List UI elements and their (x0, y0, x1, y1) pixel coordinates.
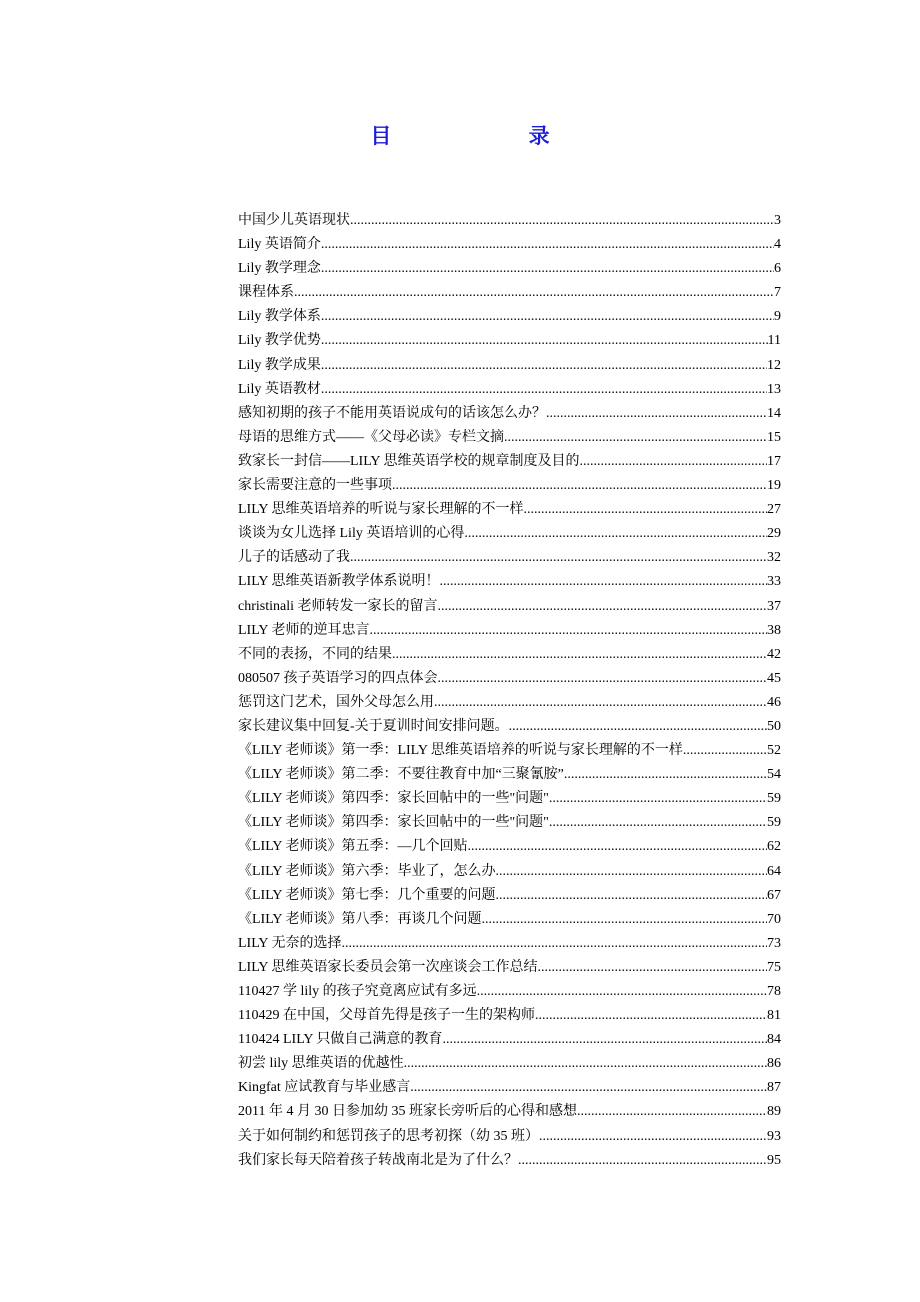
toc-entry-title: 不同的表扬，不同的结果 (238, 646, 392, 662)
toc-entry[interactable] (238, 281, 781, 305)
toc-entry-page: 15 (767, 429, 781, 445)
toc-entry[interactable] (238, 667, 781, 691)
toc-entry[interactable] (238, 595, 781, 619)
toc-entry[interactable] (238, 643, 781, 667)
toc-entry[interactable] (238, 835, 781, 859)
toc-entry[interactable] (238, 329, 781, 353)
toc-entry-title: Lily 教学理念 (238, 261, 321, 277)
toc-dot-leader (537, 956, 767, 980)
toc-entry-title: 《LILY 老师谈》第一季：LILY 思维英语培养的听说与家长理解的不一样 (238, 743, 683, 759)
toc-entry[interactable] (238, 715, 781, 739)
toc-dot-leader (438, 595, 768, 619)
toc-entry[interactable] (238, 1125, 781, 1149)
toc-entry-title: Kingfat 应试教育与毕业感言 (238, 1080, 411, 1096)
toc-entry[interactable] (238, 570, 781, 594)
toc-entry[interactable] (238, 811, 781, 835)
toc-dot-leader (495, 884, 767, 908)
toc-entry-page: 54 (767, 767, 781, 783)
toc-entry[interactable] (238, 932, 781, 956)
toc-entry-page: 59 (767, 791, 781, 807)
toc-entry[interactable] (238, 619, 781, 643)
toc-entry-page: 67 (767, 887, 781, 903)
toc-entry-title: 《LILY 老师谈》第四季：家长回帖中的一些"问题" (238, 791, 549, 807)
toc-entry-title: 中国少儿英语现状 (238, 213, 350, 228)
toc-dot-leader (321, 257, 774, 281)
toc-entry-title: LILY 思维英语新教学体系说明！ (238, 574, 440, 590)
toc-entry-title: 《LILY 老师谈》第四季：家长回帖中的一些"问题" (238, 815, 549, 831)
toc-entry-title: 家长需要注意的一些事项 (238, 478, 392, 494)
toc-entry-page: 78 (767, 984, 781, 999)
toc-entry[interactable] (238, 450, 781, 474)
toc-entry-title: 儿子的话感动了我 (238, 550, 350, 566)
toc-entry-title: 《LILY 老师谈》第六季：毕业了，怎么办 (238, 863, 496, 879)
toc-entry-page: 50 (767, 718, 781, 734)
toc-entry-page: 87 (767, 1080, 781, 1096)
toc-entry[interactable] (238, 402, 781, 426)
toc-entry-page: 9 (774, 309, 781, 325)
toc-entry[interactable] (238, 498, 781, 522)
toc-entry[interactable] (238, 546, 781, 570)
toc-entry-title: LILY 思维英语家长委员会第一次座谈会工作总结 (238, 959, 538, 975)
toc-entry-page: 86 (767, 1056, 781, 1072)
toc-entry-title: Lily 教学成果 (238, 357, 321, 373)
toc-dot-leader (535, 1004, 767, 1028)
toc-entry-title: Lily 教学体系 (238, 309, 321, 325)
toc-entry[interactable] (238, 956, 781, 980)
toc-entry-page: 46 (767, 694, 781, 710)
toc-entry-title: 我们家长每天陪着孩子转战南北是为了什么？ (238, 1152, 518, 1168)
toc-dot-leader (404, 1052, 767, 1076)
toc-dot-leader (549, 787, 767, 811)
toc-dot-leader (438, 667, 768, 691)
toc-dot-leader (442, 1028, 767, 1052)
toc-entry[interactable] (238, 257, 781, 281)
toc-dot-leader (341, 932, 767, 956)
toc-entry-title: 家长建议集中回复-关于夏训时间安排问题。 (238, 718, 509, 734)
toc-entry-page: 4 (774, 237, 781, 253)
toc-entry[interactable] (238, 522, 781, 546)
toc-entry[interactable] (238, 1052, 781, 1076)
toc-entry-page: 70 (767, 911, 781, 927)
toc-dot-leader (564, 763, 767, 787)
toc-dot-leader (321, 378, 767, 402)
toc-dot-leader (518, 1149, 767, 1173)
toc-entry[interactable] (238, 908, 781, 932)
toc-entry[interactable] (238, 787, 781, 811)
toc-entry-page: 7 (774, 285, 781, 301)
toc-entry-page: 45 (767, 670, 781, 686)
toc-title: 目 录 (370, 124, 616, 148)
toc-dot-leader (683, 739, 767, 763)
toc-entry-page: 14 (767, 405, 781, 421)
toc-entry[interactable] (238, 209, 781, 233)
toc-entry-page: 93 (767, 1128, 781, 1144)
toc-dot-leader (504, 426, 767, 450)
toc-entry[interactable] (238, 233, 781, 257)
toc-dot-leader (321, 329, 768, 353)
toc-entry-page: 59 (767, 815, 781, 831)
toc-entry-page: 37 (767, 598, 781, 614)
toc-entry-page: 17 (767, 453, 781, 469)
toc-entry-page: 64 (767, 863, 781, 879)
toc-entry[interactable] (238, 980, 781, 1004)
toc-dot-leader (410, 1076, 767, 1100)
toc-dot-leader (546, 402, 767, 426)
toc-entry-page: 81 (767, 1008, 781, 1024)
toc-dot-leader (321, 354, 767, 378)
toc-entry[interactable] (238, 1100, 781, 1124)
toc-entry[interactable] (238, 763, 781, 787)
toc-entry[interactable] (238, 354, 781, 378)
toc-entry-title: 课程体系 (238, 285, 294, 301)
toc-entry[interactable] (238, 1149, 781, 1173)
toc-entry[interactable] (238, 1076, 781, 1100)
toc-entry-title: 感知初期的孩子不能用英语说成句的话该怎么办？ (238, 405, 546, 421)
toc-dot-leader (439, 570, 767, 594)
toc-dot-leader (350, 209, 774, 233)
toc-entry-page: 13 (767, 381, 781, 397)
toc-dot-leader (464, 522, 767, 546)
toc-entry-page: 29 (767, 526, 781, 542)
toc-entry-title: Lily 教学优势 (238, 333, 321, 349)
toc-entry-page: 95 (767, 1152, 781, 1168)
toc-dot-leader (477, 980, 767, 1004)
toc-dot-leader (321, 233, 774, 257)
toc-entry-page: 33 (767, 574, 781, 590)
toc-entry-title: 《LILY 老师谈》第二季：不要往教育中加“三聚氰胺” (238, 767, 564, 783)
toc-entry-title: Lily 英语教材 (238, 381, 321, 397)
toc-entry-page: 19 (767, 478, 781, 494)
toc-entry-title: christinali 老师转发一家长的留言 (238, 598, 438, 614)
toc-entry-page: 27 (767, 502, 781, 518)
toc-entry-page: 73 (767, 935, 781, 951)
toc-entry[interactable] (238, 691, 781, 715)
toc-entry-page: 3 (774, 213, 781, 228)
toc-dot-leader (434, 691, 767, 715)
toc-entry-page: 6 (774, 261, 781, 277)
toc-dot-leader (369, 619, 767, 643)
toc-entry-page: 84 (767, 1032, 781, 1048)
toc-dot-leader (294, 281, 774, 305)
toc-entry-title: Lily 英语简介 (238, 237, 321, 253)
toc-dot-leader (392, 474, 767, 498)
toc-entry-title: 110427 学 lily 的孩子究竟离应试有多远 (238, 984, 477, 999)
toc-dot-leader (523, 498, 767, 522)
toc-entry-page: 42 (767, 646, 781, 662)
toc-entry-title: 《LILY 老师谈》第八季：再谈几个问题 (238, 911, 482, 927)
toc-entry[interactable] (238, 474, 781, 498)
toc-entry[interactable] (238, 884, 781, 908)
toc-dot-leader (481, 908, 767, 932)
toc-entry[interactable] (238, 426, 781, 450)
toc-entry-title: 《LILY 老师谈》第七季：几个重要的问题 (238, 887, 496, 903)
toc-entry-page: 52 (767, 743, 781, 759)
toc-entry-title: LILY 无奈的选择 (238, 935, 342, 951)
toc-dot-leader (495, 860, 767, 884)
toc-dot-leader (392, 643, 767, 667)
toc-entry-title: 2011 年 4 月 30 日参加幼 35 班家长旁听后的心得和感想 (238, 1104, 577, 1120)
toc-entry-title: 母语的思维方式——《父母必读》专栏文摘 (238, 429, 504, 445)
toc-entry-page: 11 (767, 333, 781, 349)
toc-dot-leader (321, 305, 774, 329)
toc-entry-page: 75 (767, 959, 781, 975)
toc-dot-leader (549, 811, 767, 835)
toc-entry-title: 初尝 lily 思维英语的优越性 (238, 1056, 404, 1072)
toc-entry-title: 110429 在中国，父母首先得是孩子一生的架构师 (238, 1008, 535, 1024)
toc-dot-leader (509, 715, 767, 739)
toc-entry-page: 32 (767, 550, 781, 566)
toc-entry-page: 89 (767, 1104, 781, 1120)
toc-dot-leader (467, 835, 767, 859)
toc-entry[interactable] (238, 860, 781, 884)
toc-entry-title: 《LILY 老师谈》第五季：—几个回贴 (238, 839, 468, 855)
toc-entry-page: 12 (767, 357, 781, 373)
toc-entry-title: 080507 孩子英语学习的四点体会 (238, 670, 438, 686)
toc-entry-title: LILY 思维英语培养的听说与家长理解的不一样 (238, 502, 524, 518)
toc-entry-title: 谈谈为女儿选择 Lily 英语培训的心得 (238, 526, 465, 542)
toc-dot-leader (350, 546, 767, 570)
toc-dot-leader (579, 450, 767, 474)
toc-entry-title: 110424 LILY 只做自己满意的教育 (238, 1032, 443, 1048)
table-of-contents (238, 209, 781, 1173)
toc-entry-title: 惩罚这门艺术，国外父母怎么用 (238, 694, 434, 710)
toc-entry-page: 38 (767, 622, 781, 638)
toc-entry[interactable] (238, 305, 781, 329)
toc-entry[interactable] (238, 1028, 781, 1052)
toc-entry-title: 致家长一封信——LILY 思维英语学校的规章制度及目的 (238, 453, 580, 469)
toc-entry-title: LILY 老师的逆耳忠言 (238, 622, 370, 638)
toc-entry-page: 62 (767, 839, 781, 855)
toc-dot-leader (539, 1125, 767, 1149)
toc-dot-leader (577, 1100, 767, 1124)
toc-entry[interactable] (238, 739, 781, 763)
toc-entry-title: 关于如何制约和惩罚孩子的思考初探（幼 35 班） (238, 1128, 539, 1144)
toc-entry[interactable] (238, 1004, 781, 1028)
toc-entry[interactable] (238, 378, 781, 402)
